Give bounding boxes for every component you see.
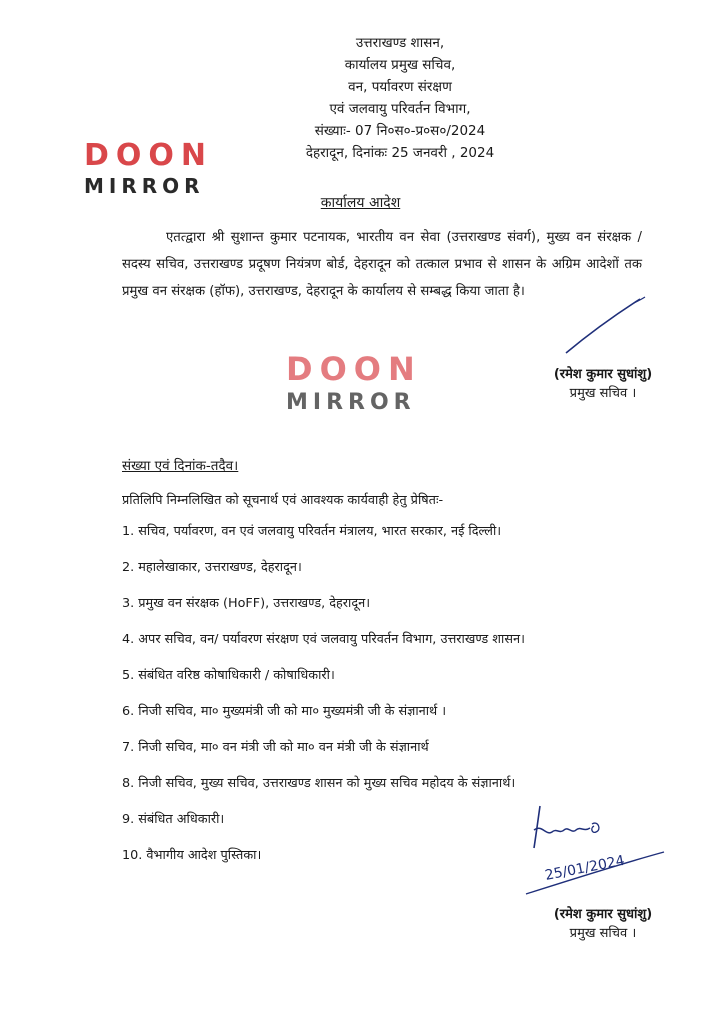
list-item: 1. सचिव, पर्यावरण, वन एवं जलवायु परिवर्तन मंत्रालय, भारत सरकार, नई दिल्ली। <box>122 524 502 539</box>
header-line-govt: उत्तराखण्ड शासन, <box>355 35 445 51</box>
signatory-name: (रमेश कुमार सुधांशु) <box>553 367 653 382</box>
order-title <box>0 193 721 212</box>
signatory-name: (रमेश कुमार सुधांशु) <box>553 907 653 922</box>
list-item: 4. अपर सचिव, वन/ पर्यावरण संरक्षण एवं जलवायु परिवर्तन विभाग, उत्तराखण्ड शासन। <box>122 632 525 647</box>
reference-heading: संख्या एवं दिनांक-तदैव। <box>122 458 239 474</box>
list-item: 6. निजी सचिव, मा० मुख्यमंत्री जी को मा० मुख्यमंत्री जी के संज्ञानार्थ । <box>122 704 447 719</box>
logo-word-mirror: MIRROR <box>84 174 205 198</box>
header-line-dept-2: एवं जलवायु परिवर्तन विभाग, <box>329 101 471 117</box>
list-item: 8. निजी सचिव, मुख्य सचिव, उत्तराखण्ड शासन को मुख्य सचिव महोदय के संज्ञानार्थ। <box>122 776 516 791</box>
copy-list <box>122 521 525 881</box>
signatory-designation: प्रमुख सचिव । <box>569 926 637 941</box>
list-item: 2. महालेखाकार, उत्तराखण्ड, देहरादून। <box>122 560 302 575</box>
letterhead <box>270 32 530 164</box>
signature-block-2 <box>528 905 678 943</box>
order-body <box>122 224 642 305</box>
list-item: 9. संबंधित अधिकारी। <box>122 812 225 827</box>
copy-intro: प्रतिलिपि निम्नलिखित को सूचनार्थ एवं आवश्यक कार्यवाही हेतु प्रेषितः- <box>122 493 444 508</box>
list-item: 5. संबंधित वरिष्ठ कोषाधिकारी / कोषाधिकारी। <box>122 668 335 683</box>
doon-mirror-watermark <box>286 352 422 416</box>
signature-block-1 <box>528 365 678 403</box>
watermark-word-doon: DOON <box>286 350 422 388</box>
header-line-dept-1: वन, पर्यावरण संरक्षण <box>348 79 452 95</box>
header-line-number: संख्याः- 07 नि०स०-प्र०स०/2024 <box>314 123 486 139</box>
doon-mirror-logo <box>84 140 213 198</box>
list-item: 7. निजी सचिव, मा० वन मंत्री जी को मा० वन मंत्री जी के संज्ञानार्थ <box>122 740 429 755</box>
list-item: 10. वैभागीय आदेश पुस्तिका। <box>122 848 262 863</box>
list-item: 3. प्रमुख वन संरक्षक (HoFF), उत्तराखण्ड, देहरादून। <box>122 596 371 611</box>
signature-stroke-2 <box>520 800 670 900</box>
signature-stroke-1 <box>560 295 650 365</box>
order-title-text: कार्यालय आदेश <box>320 195 401 211</box>
header-line-office: कार्यालय प्रमुख सचिव, <box>344 57 456 73</box>
order-body-text: एतत्द्वारा श्री सुशान्त कुमार पटनायक, भारतीय वन सेवा (उत्तराखण्ड संवर्ग), मुख्य वन संरक्षक / सदस्य सचिव, उत्तराखण्ड प्रदूषण नियंत्रण बोर्ड, देहरादून को तत्काल प्रभाव से शासन के अग्रिम आदेशों तक प्रमुख वन संरक्षक (हॉफ), उत्तराखण्ड, देहरादून के कार्यालय से सम्बद्ध किया जाता है। <box>122 230 642 299</box>
header-line-date: देहरादून, दिनांकः 25 जनवरी , 2024 <box>305 145 495 161</box>
handwritten-date: 25/01/2024 <box>543 852 626 884</box>
signatory-designation: प्रमुख सचिव । <box>569 386 637 401</box>
logo-word-doon: DOON <box>84 138 214 173</box>
watermark-word-mirror: MIRROR <box>286 390 416 415</box>
